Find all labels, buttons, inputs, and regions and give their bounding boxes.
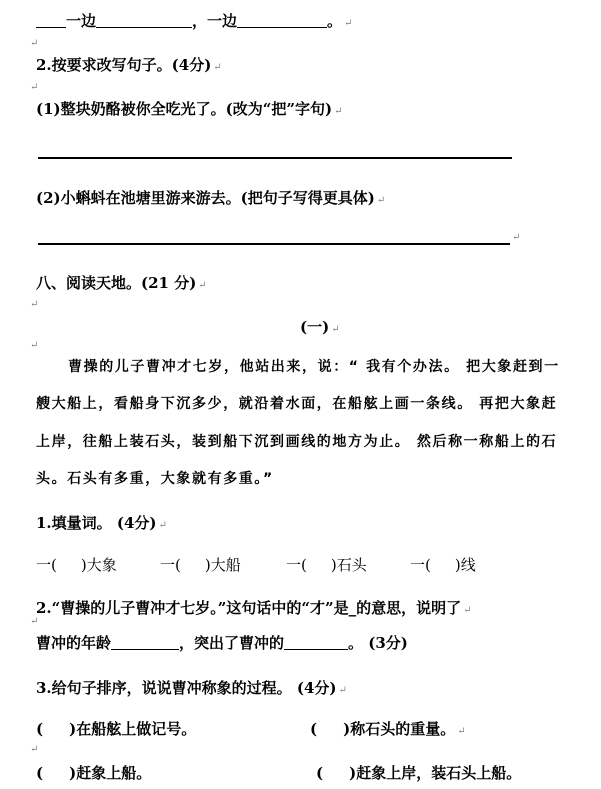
blank[interactable] — [36, 13, 66, 28]
paragraph-mark: ↵ — [30, 299, 39, 310]
passage-line: 曹操的儿子曹冲才七岁，他站出来，说：“ 我有个办法。 把大象赶到一 — [68, 359, 560, 375]
q1-item: 一( )大象 — [36, 556, 117, 574]
paragraph-mark: ↵ — [30, 744, 39, 755]
section-8-heading: 八、阅读天地。(21 分) ↵ — [36, 274, 207, 292]
q1-item: 一( )石头 — [286, 556, 367, 574]
q1-item: 一( )线 — [410, 556, 476, 574]
q3-option: ( )称石头的重量。 ↵ — [310, 720, 466, 738]
answer-line[interactable] — [38, 243, 510, 245]
q3-option: ( )在船舷上做记号。 — [36, 720, 197, 738]
passage-line: 艘大船上，看船身下沉多少，就沿着水面，在船舷上画一条线。 再把大象赶 — [36, 396, 558, 412]
q3-heading: 3.给句子排序，说说曹冲称象的过程。 (4分) ↵ — [36, 679, 347, 697]
q2-item2: (2)小蝌蚪在池塘里游来游去。(把句子写得更具体) ↵ — [36, 189, 386, 207]
paragraph-mark: ↵ — [30, 616, 39, 627]
q2b-line2: 曹冲的年龄 ，突出了曹冲的 。 (3分) — [36, 634, 408, 652]
q7-tail-line: 一边 ，一边 。 ↵ — [36, 10, 352, 31]
q2-item1: (1)整块奶酪被你全吃光了。(改为“把”字句) ↵ — [36, 100, 343, 118]
paragraph-mark: ↵ — [30, 38, 39, 49]
q2b-line1: 2.“曹操的儿子曹冲才七岁。”这句话中的“才”是_的意思，说明了 ↵ — [36, 599, 472, 617]
paragraph-mark: ↵ — [30, 340, 39, 351]
blank[interactable] — [284, 635, 348, 650]
blank[interactable] — [237, 13, 327, 28]
q3-option: ( )赶象上岸，装石头上船。 — [316, 764, 522, 782]
part-one-title: (一) ↵ — [300, 318, 340, 336]
passage-line: 头。石头有多重，大象就有多重。” — [36, 471, 274, 487]
answer-line[interactable] — [38, 157, 512, 159]
paragraph-mark: ↵ — [512, 232, 521, 243]
q2-heading: 2.按要求改写句子。(4分) ↵ — [36, 56, 222, 74]
blank[interactable] — [111, 635, 179, 650]
passage-line: 上岸，往船上装石头，装到船下沉到画线的地方为止。 然后称一称船上的石 — [36, 434, 558, 450]
q1-heading: 1.填量词。 (4分) ↵ — [36, 514, 167, 532]
paragraph-mark: ↵ — [344, 18, 353, 29]
paragraph-mark: ↵ — [30, 82, 39, 93]
q3-option: ( )赶象上船。 — [36, 764, 152, 782]
q1-item: 一( )大船 — [160, 556, 241, 574]
blank[interactable] — [96, 13, 192, 28]
